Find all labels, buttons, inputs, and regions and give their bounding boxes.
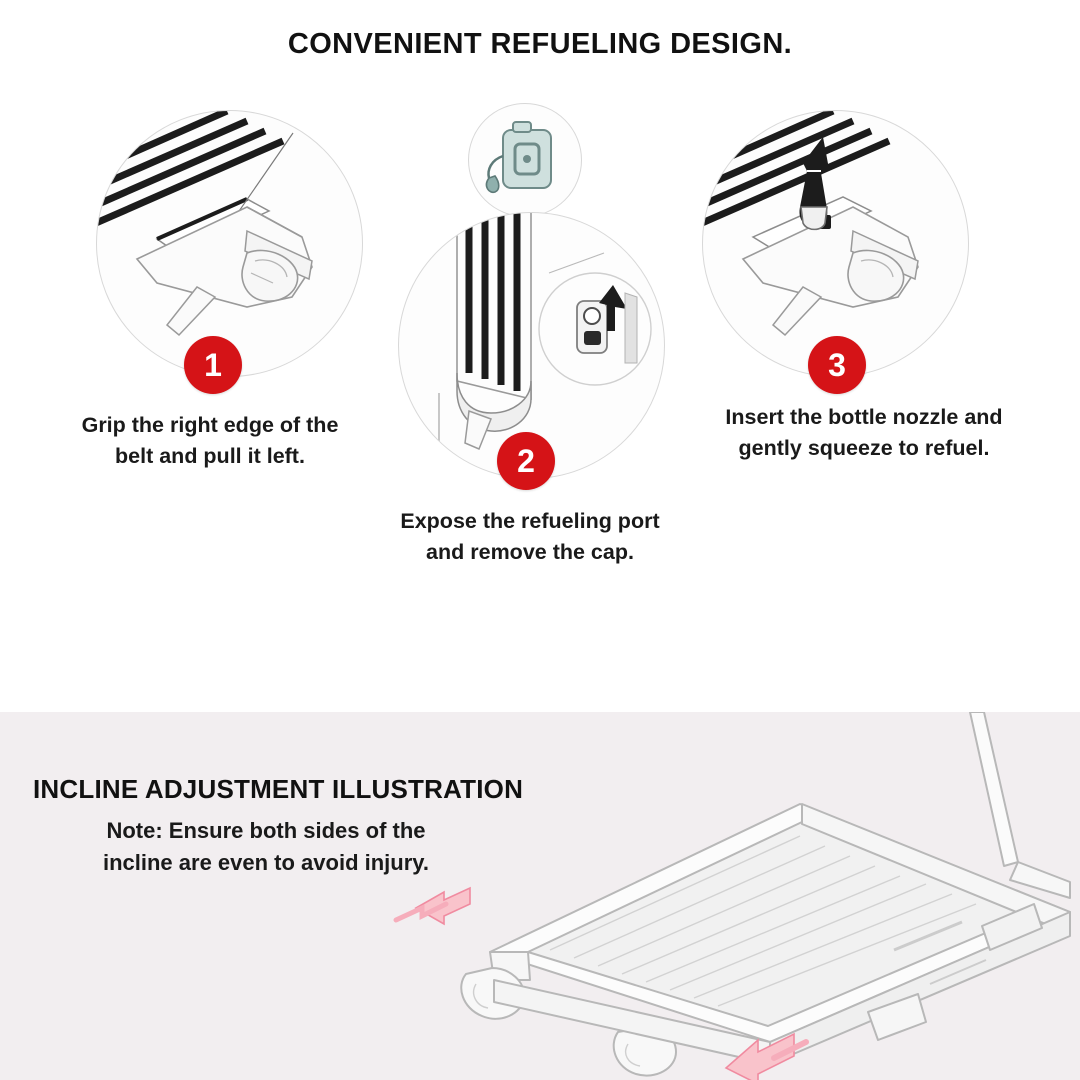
incline-note-line-1: Note: Ensure both sides of the [106,818,426,843]
step-1-caption-line-1: Grip the right edge of the [81,413,339,437]
step-3-caption-line-1: Insert the bottle nozzle and [725,405,1003,429]
step-2-caption [345,506,715,567]
step-3-number-badge: 3 [808,336,866,394]
step-2-caption-line-1: Expose the refueling port [400,509,660,533]
incline-section-title: INCLINE ADJUSTMENT ILLUSTRATION [33,774,524,804]
incline-arrow-left-icon [396,888,470,924]
incline-adjustment-section [0,712,1080,1080]
step-3-caption-line-2: gently squeeze to refuel. [738,435,990,460]
page-title: CONVENIENT REFUELING DESIGN. [287,28,793,60]
oil-can-icon [469,104,581,216]
step-2-caption-line-2: and remove the cap. [426,539,634,564]
step-2-number-badge: 2 [497,432,555,490]
step-1-illustration [96,110,363,377]
treadmill-line-drawing-icon [370,712,1080,1080]
treadmill-incline-illustration [370,712,1080,1080]
incline-note-line-2: incline are even to avoid injury. [102,849,430,875]
treadmill-belt-edge-icon [97,111,362,376]
oil-can-inset [468,103,582,217]
step-1-caption [30,410,390,471]
step-1-number-badge: 1 [184,336,242,394]
step-3-caption [684,402,1044,463]
step-1-caption-line-2: belt and pull it left. [115,443,305,468]
